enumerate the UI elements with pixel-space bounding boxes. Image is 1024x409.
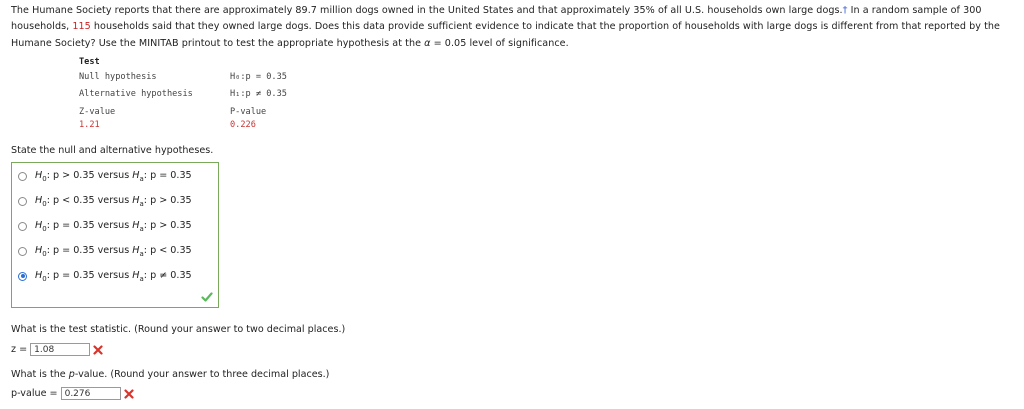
hypothesis-choice-5[interactable]	[18, 266, 192, 286]
hypothesis-choice-text	[35, 245, 192, 258]
minitab-null-value: H₀:p = 0.35	[230, 72, 287, 82]
hypotheses-prompt: State the null and alternative hypotheses.	[11, 145, 214, 156]
h0-subscript: 0	[42, 224, 47, 233]
footnote-link[interactable]: †	[842, 5, 848, 16]
ha-symbol: H	[132, 219, 140, 231]
ha-subscript: a	[139, 249, 144, 258]
p-value-prompt-italic: p	[68, 369, 75, 380]
hypothesis-choice-4[interactable]	[18, 241, 192, 261]
h0-symbol: H	[35, 169, 43, 181]
ha-subscript: a	[139, 199, 144, 208]
question-part1: The Humane Society reports that there are approximately 89.7 million dogs owned in the United States and that approximately 35% of all U.S. households own large dogs.	[11, 5, 843, 16]
h0-subscript: 0	[42, 199, 47, 208]
radio-button[interactable]	[18, 197, 27, 206]
versus-text: versus	[94, 194, 133, 206]
ha-statement: : p < 0.35	[143, 244, 192, 256]
ha-symbol: H	[132, 194, 140, 206]
hypothesis-choice-text	[35, 270, 192, 283]
correct-check-icon	[201, 292, 213, 302]
h0-symbol: H	[35, 219, 43, 231]
test-statistic-input[interactable]: 1.08	[30, 343, 90, 356]
p-value-label: p-value =	[11, 388, 58, 399]
hypotheses-choice-group	[11, 162, 219, 308]
ha-statement: : p ≠ 0.35	[143, 269, 192, 281]
versus-text: versus	[94, 219, 133, 231]
p-value-row	[11, 387, 134, 400]
h0-subscript: 0	[42, 174, 47, 183]
p-value-input[interactable]: 0.276	[61, 387, 121, 400]
hypothesis-choice-3[interactable]	[18, 216, 192, 236]
hypothesis-choice-text	[35, 220, 192, 233]
minitab-alt-label: Alternative hypothesis	[79, 89, 193, 99]
hypothesis-choice-1[interactable]	[18, 166, 192, 186]
question-part3: households said that they owned large dogs. Does this data provide sufficient evidence to indicate that the proportion of households with large dogs is different from that reported by the Humane Society? Use the MINITAB printout to test the appropriate hypothesis at the	[11, 21, 1000, 49]
minitab-z-value: 1.21	[79, 120, 100, 130]
ha-symbol: H	[132, 169, 140, 181]
ha-symbol: H	[132, 244, 140, 256]
incorrect-icon	[93, 345, 103, 355]
p-value-prompt	[11, 369, 329, 380]
ha-statement: : p > 0.35	[143, 219, 192, 231]
h0-statement: : p = 0.35	[46, 219, 95, 231]
ha-statement: : p = 0.35	[143, 169, 192, 181]
minitab-null-label: Null hypothesis	[79, 72, 157, 82]
hypothesis-choice-text	[35, 170, 192, 183]
ha-subscript: a	[139, 274, 144, 283]
minitab-alt-value: H₁:p ≠ 0.35	[230, 89, 287, 99]
hypothesis-choice-text	[35, 195, 192, 208]
minitab-z-label: Z-value	[79, 107, 116, 117]
p-value-prompt-before: What is the	[11, 369, 69, 380]
minitab-p-label: P-value	[230, 107, 267, 117]
radio-button[interactable]	[18, 172, 27, 181]
ha-subscript: a	[139, 174, 144, 183]
ha-statement: : p > 0.35	[143, 194, 192, 206]
versus-text: versus	[94, 169, 133, 181]
h0-subscript: 0	[42, 274, 47, 283]
test-statistic-prompt: What is the test statistic. (Round your answer to two decimal places.)	[11, 324, 346, 335]
radio-button[interactable]	[18, 247, 27, 256]
question-part4: = 0.05 level of significance.	[430, 37, 569, 49]
minitab-p-value: 0.226	[230, 120, 256, 130]
h0-symbol: H	[35, 269, 43, 281]
versus-text: versus	[94, 244, 133, 256]
ha-subscript: a	[139, 224, 144, 233]
h0-statement: : p > 0.35	[46, 169, 95, 181]
incorrect-icon	[124, 389, 134, 399]
ha-symbol: H	[132, 269, 140, 281]
hypothesis-choice-2[interactable]	[18, 191, 192, 211]
radio-button[interactable]	[18, 272, 27, 281]
h0-symbol: H	[35, 194, 43, 206]
minitab-title: Test	[79, 57, 100, 67]
p-value-prompt-after: -value. (Round your answer to three decimal places.)	[74, 369, 330, 380]
h0-symbol: H	[35, 244, 43, 256]
radio-button[interactable]	[18, 222, 27, 231]
test-statistic-row	[11, 343, 103, 356]
h0-statement: : p = 0.35	[46, 244, 95, 256]
question-part2: In a random sample of 300 households,	[11, 5, 982, 33]
versus-text: versus	[94, 269, 133, 281]
question-alpha: α	[424, 37, 431, 49]
question-text	[11, 3, 1015, 52]
h0-statement: : p < 0.35	[46, 194, 95, 206]
test-statistic-label: z =	[11, 344, 28, 355]
h0-statement: : p = 0.35	[46, 269, 95, 281]
question-highlight-count: 115	[72, 21, 91, 33]
h0-subscript: 0	[42, 249, 47, 258]
